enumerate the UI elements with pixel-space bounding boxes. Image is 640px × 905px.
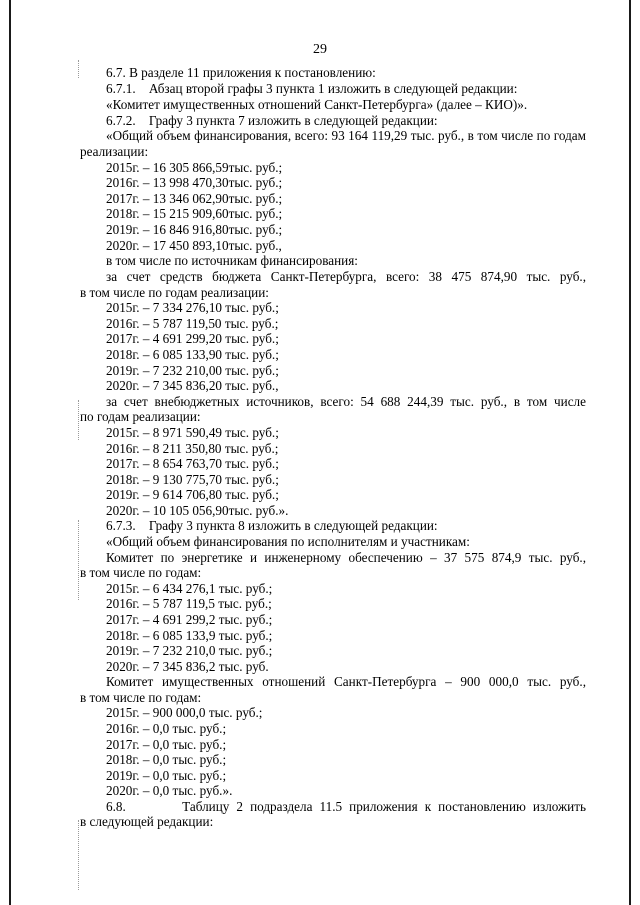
text-line: 2019г. – 9 614 706,80 тыс. руб.;: [106, 487, 279, 502]
text-line: 6.8. Таблицу 2 подраздела 11.5 приложения к постановлению изложить: [106, 799, 586, 814]
text-line: в том числе по годам:: [80, 565, 202, 580]
margin-dots: [78, 820, 81, 890]
text-line: «Общий объем финансирования, всего: 93 164 119,29 тыс. руб., в том числе по годам: [106, 128, 586, 143]
scan-border-right: [629, 0, 631, 905]
text-line: 2018г. – 9 130 775,70 тыс. руб.;: [106, 472, 279, 487]
text-line: 2018г. – 6 085 133,90 тыс. руб.;: [106, 347, 279, 362]
text-line: 2016г. – 13 998 470,30тыс. руб.;: [106, 175, 283, 190]
text-line: в том числе по источникам финансирования:: [106, 253, 358, 268]
text-line: 2020г. – 17 450 893,10тыс. руб.,: [106, 238, 282, 253]
text-line: 2015г. – 6 434 276,1 тыс. руб.;: [106, 581, 273, 596]
text-line: 6.7.1. Абзац второй графы 3 пункта 1 изложить в следующей редакции:: [106, 81, 518, 96]
text-line: 2020г. – 7 345 836,20 тыс. руб.,: [106, 378, 279, 393]
text-line: 2015г. – 7 334 276,10 тыс. руб.;: [106, 300, 279, 315]
text-line: «Общий объем финансирования по исполнителям и участникам:: [106, 534, 470, 549]
text-line: 2019г. – 7 232 210,00 тыс. руб.;: [106, 363, 279, 378]
scan-border-left: [9, 0, 11, 905]
text-line: 2016г. – 0,0 тыс. руб.;: [106, 721, 227, 736]
text-line: 2020г. – 10 105 056,90тыс. руб.».: [106, 503, 289, 518]
text-line: 2020г. – 7 345 836,2 тыс. руб.: [106, 659, 269, 674]
text-line: «Комитет имущественных отношений Санкт-Петербурга» (далее – КИО)».: [106, 97, 528, 112]
text-line: 2020г. – 0,0 тыс. руб.».: [106, 783, 233, 798]
page-number: 29: [313, 42, 327, 57]
text-line: 2019г. – 0,0 тыс. руб.;: [106, 768, 227, 783]
text-line: 2018г. – 15 215 909,60тыс. руб.;: [106, 206, 283, 221]
text-line: в следующей редакции:: [80, 814, 214, 829]
text-line: 6.7.2. Графу 3 пункта 7 изложить в следующей редакции:: [106, 113, 438, 128]
text-line: 2016г. – 5 787 119,50 тыс. руб.;: [106, 316, 279, 331]
text-line: 2018г. – 0,0 тыс. руб.;: [106, 752, 227, 767]
text-line: 2017г. – 13 346 062,90тыс. руб.;: [106, 191, 283, 206]
text-line: 2019г. – 16 846 916,80тыс. руб.;: [106, 222, 283, 237]
text-line: Комитет по энергетике и инженерному обеспечению – 37 575 874,9 тыс. руб.,: [106, 550, 586, 565]
text-line: 2016г. – 5 787 119,5 тыс. руб.;: [106, 596, 272, 611]
text-line: 2017г. – 0,0 тыс. руб.;: [106, 737, 227, 752]
text-line: 6.7. В разделе 11 приложения к постановлению:: [106, 65, 376, 80]
text-line: в том числе по годам:: [80, 690, 202, 705]
text-line: 2016г. – 8 211 350,80 тыс. руб.;: [106, 441, 279, 456]
text-line: по годам реализации:: [80, 409, 201, 424]
margin-dots: [78, 60, 81, 78]
text-line: 2015г. – 8 971 590,49 тыс. руб.;: [106, 425, 279, 440]
text-line: 2017г. – 4 691 299,20 тыс. руб.;: [106, 331, 279, 346]
text-line: за счет внебюджетных источников, всего: 54 688 244,39 тыс. руб., в том числе: [106, 394, 586, 409]
text-line: 2019г. – 7 232 210,0 тыс. руб.;: [106, 643, 273, 658]
text-line: реализации:: [80, 144, 149, 159]
text-line: 2015г. – 900 000,0 тыс. руб.;: [106, 705, 263, 720]
text-line: 2015г. – 16 305 866,59тыс. руб.;: [106, 160, 283, 175]
text-line: за счет средств бюджета Санкт-Петербурга, всего: 38 475 874,90 тыс. руб.,: [106, 269, 586, 284]
text-line: 2018г. – 6 085 133,9 тыс. руб.;: [106, 628, 273, 643]
text-line: 2017г. – 4 691 299,2 тыс. руб.;: [106, 612, 273, 627]
text-line: 6.7.3. Графу 3 пункта 8 изложить в следующей редакции:: [106, 518, 438, 533]
text-line: в том числе по годам реализации:: [80, 285, 269, 300]
margin-dots: [78, 520, 81, 600]
text-line: Комитет имущественных отношений Санкт-Петербурга – 900 000,0 тыс. руб.,: [106, 674, 586, 689]
text-line: 2017г. – 8 654 763,70 тыс. руб.;: [106, 456, 279, 471]
